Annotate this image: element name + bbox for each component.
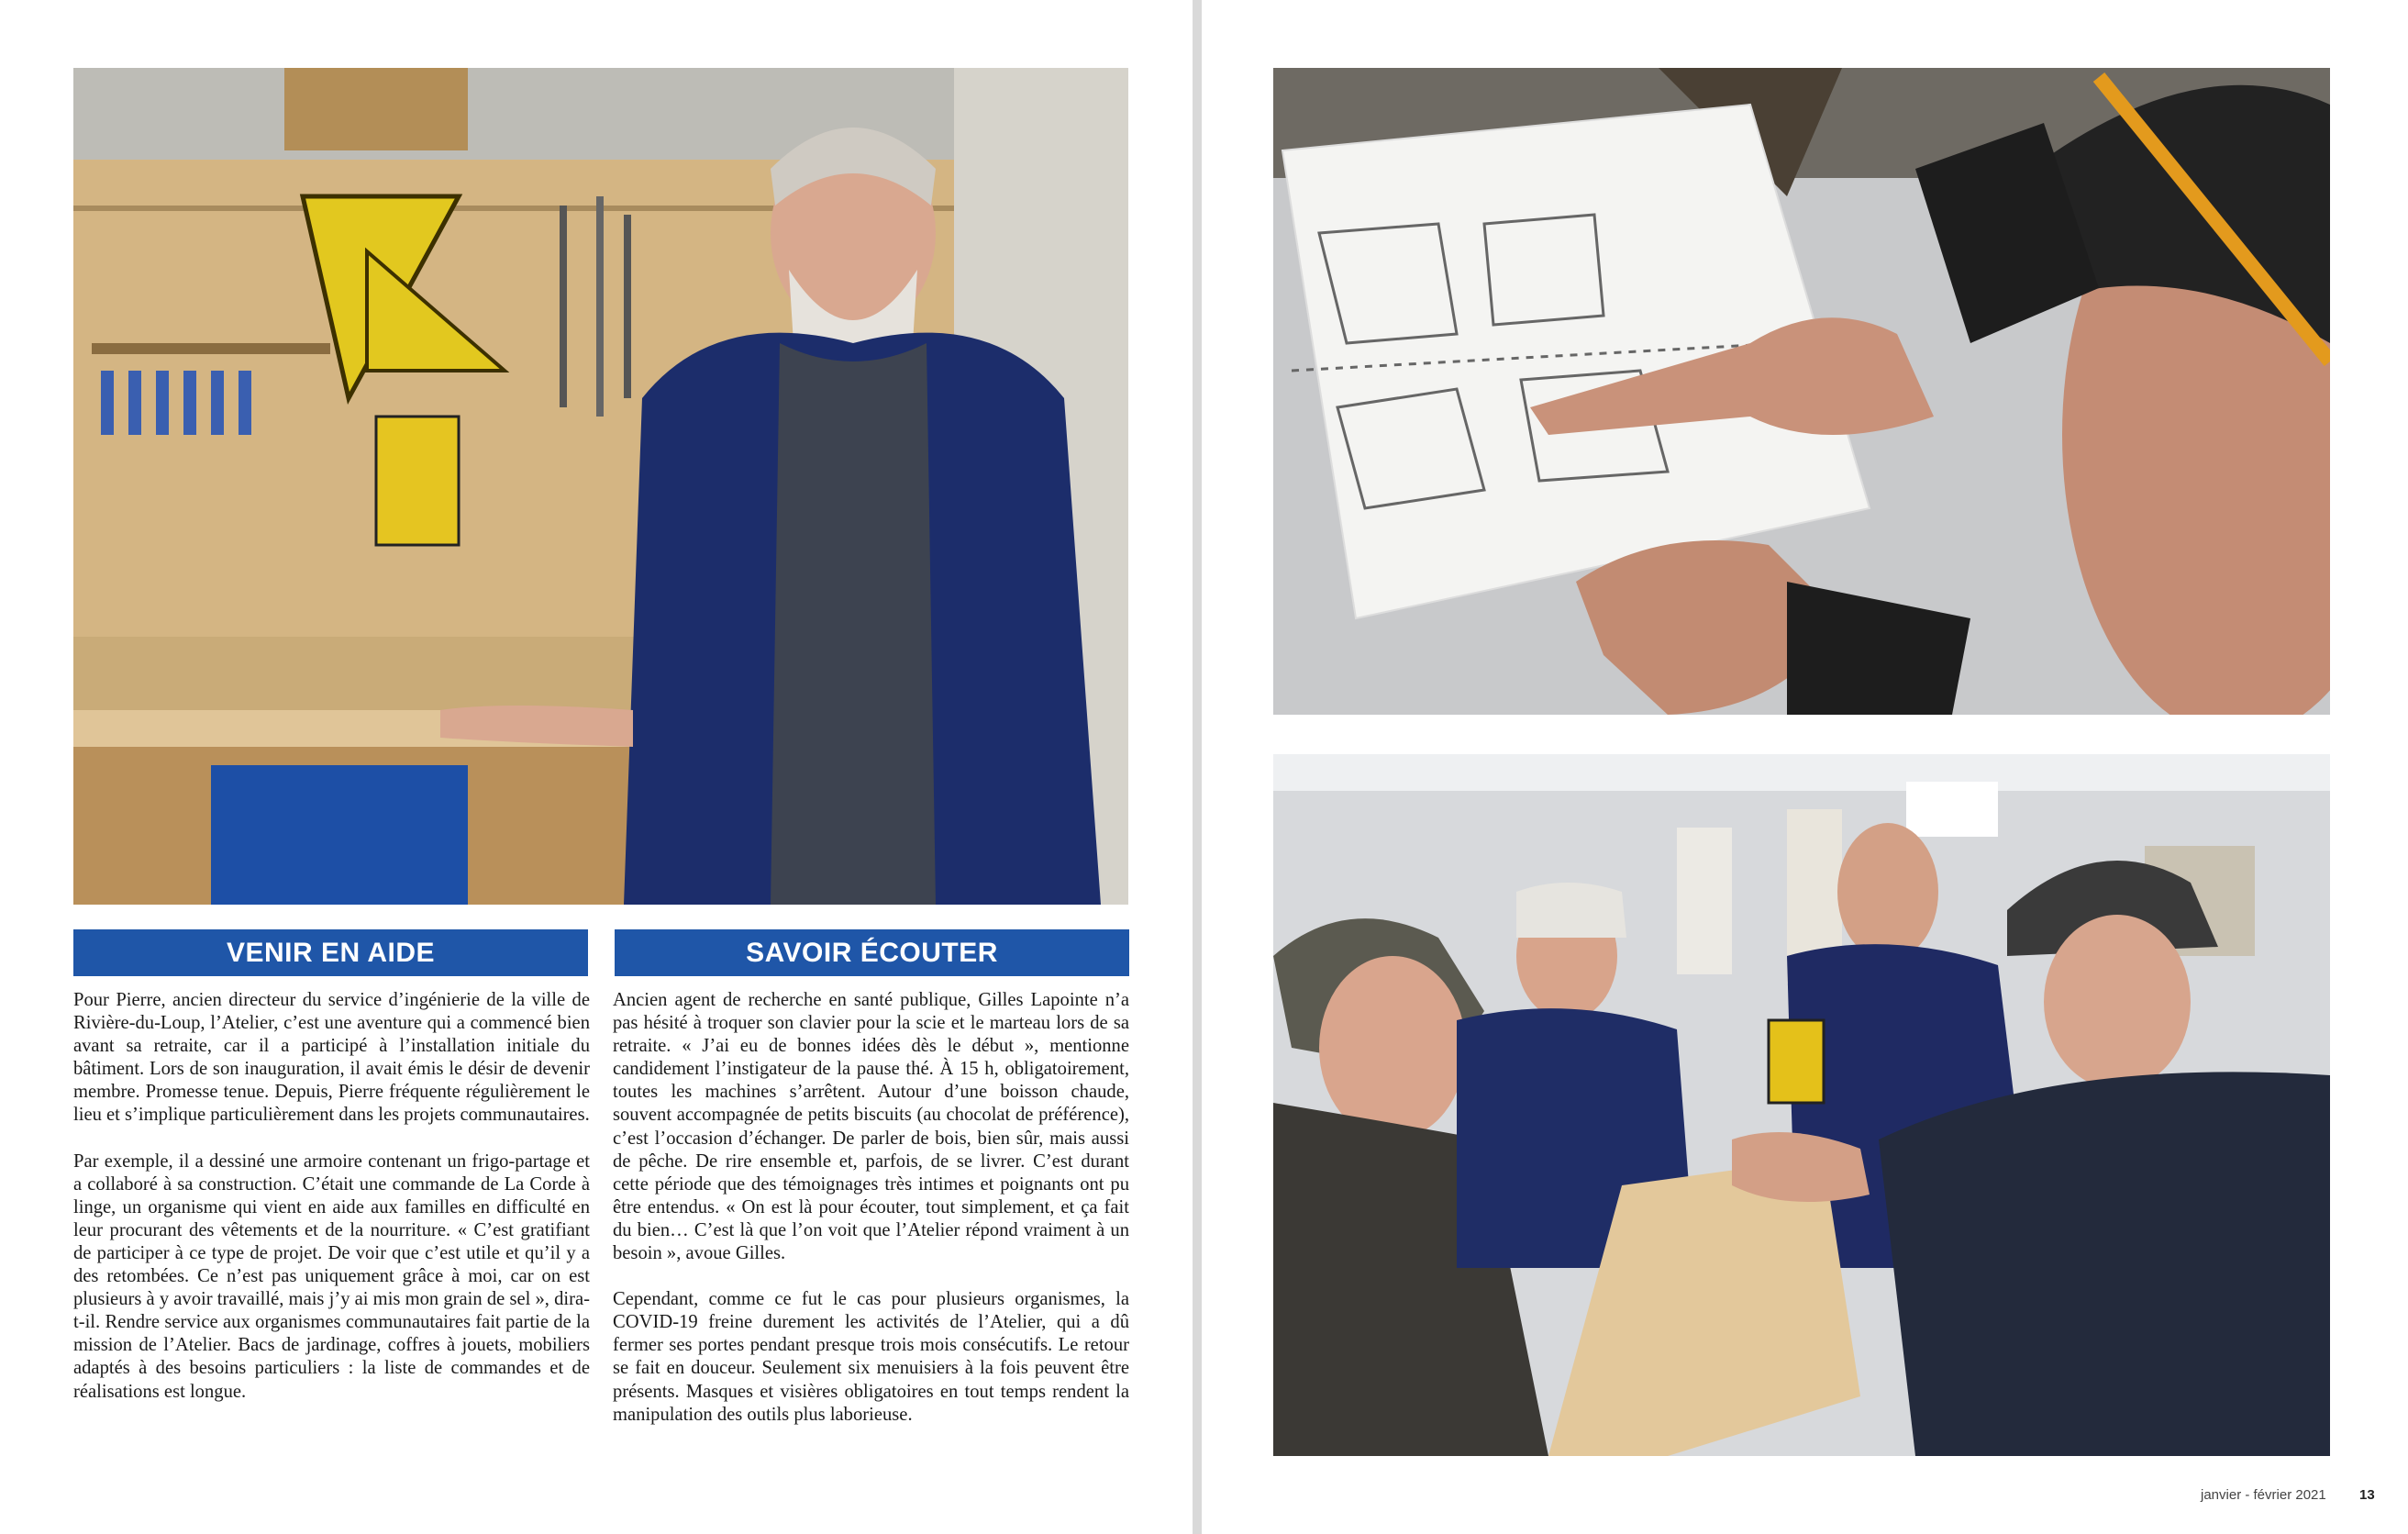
footer-page-number: 13: [2359, 1487, 2375, 1503]
paragraph: Pour Pierre, ancien directeur du service d’ingénierie de la ville de Rivière-du-Loup, l’Atelier, c’est une aventure qui a commencé bien avant sa retraite, car il a participé à l’installation initiale du bâtiment. Lors de son inauguration, il avait émis le désir de devenir membre. Promesse tenue. Depuis, Pierre fréquente régulièrement le lieu et s’implique particulièrement dans les projets communautaires.: [73, 990, 590, 1126]
paragraph: Cependant, comme ce fut le cas pour plusieurs organismes, la COVID-19 freine durement les activités de l’Atelier, qui a dû fermer ses portes pendant presque trois mois consécutifs. Le retour se fait en douceur. Seulement six menuisiers à la fois peuvent être présents. Masques et visières obligatoires en tout temps rendent la manipulation des outils plus laborieuse.: [613, 1289, 1129, 1425]
left-page: [0, 0, 1193, 1534]
paragraph: Par exemple, il a dessiné une armoire contenant un frigo-partage et a collaboré à sa construction. C’était une commande de La Corde à linge, un organisme qui vient en aide aux familles en difficulté en leur procurant des vêtements et de la nourriture. « C’est gratifiant de participer à ce type de projet. De voir que c’est utile et qu’il y a des retombées. Ce n’est pas uniquement grâce à moi, car on est plusieurs à y avoir travaillé, mais j’y ai mis mon grain de sel », dira-t-il. Rendre service aux organismes communautaires fait partie de la mission de l’Atelier. Bacs de jardinage, coffres à jouets, mobiliers adaptés à des besoins particuliers : la liste de commandes et de réalisations est longue.: [73, 1150, 590, 1402]
right-page: [1202, 0, 2408, 1534]
paragraph: Ancien agent de recherche en santé publique, Gilles Lapointe n’a pas hésité à troquer son clavier pour la scie et le marteau lors de sa retraite. « J’ai eu de bonnes idées dès le début », mentionne candidement l’instigateur de la pause thé. À 15 h, obligatoirement, toutes les machines s’arrêtent. Autour d’une boisson chaude, souvent accompagnée de petits biscuits (au chocolat de préférence), c’est l’occasion d’échanger. De parler de bois, bien sûr, mais aussi de pêche. De rire ensemble et, parfois, de se livrer. C’est durant cette période que des témoignages très intimes et poignants ont pu être entendus. « On est là pour écouter, tout simplement, et ça fait du bien… C’est là que l’on voit que l’Atelier répond vraiment à un besoin », avoue Gilles.: [613, 990, 1129, 1264]
photo-hands-blueprint: [1273, 68, 2330, 715]
section-heading-savoir-ecouter: SAVOIR ÉCOUTER: [615, 929, 1129, 976]
footer-date: janvier - février 2021: [2201, 1487, 2326, 1503]
photo-woodworkers-group: [1273, 754, 2330, 1456]
column-venir-en-aide: [73, 989, 590, 1427]
photo-pierre-workshop: [73, 68, 1128, 905]
column-savoir-ecouter: [613, 989, 1129, 1450]
section-heading-venir-en-aide: VENIR EN AIDE: [73, 929, 588, 976]
